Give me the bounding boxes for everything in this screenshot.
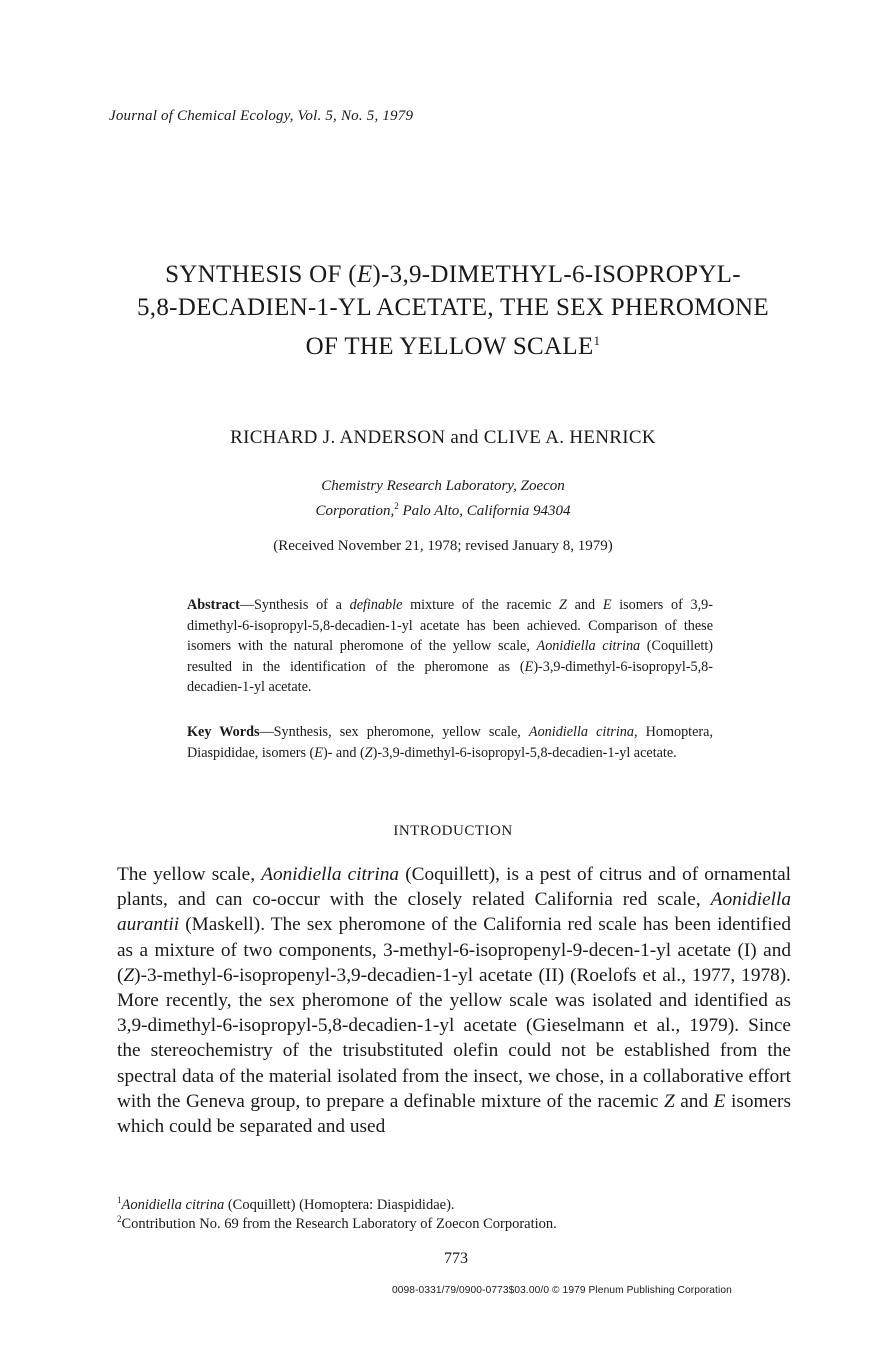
abstract-text: E: [524, 658, 534, 675]
body-text: Aonidiella aurantii: [117, 889, 791, 936]
footnote-marker: 2: [117, 1214, 122, 1224]
key-words: [187, 722, 713, 763]
body-paragraph: [117, 862, 791, 1139]
abstract-text: and: [566, 597, 603, 613]
key-words-text: )- and (: [322, 744, 365, 761]
affiliation-line-1: Chemistry Research Laboratory, Zoecon: [321, 478, 565, 494]
page-number: 773: [444, 1250, 468, 1267]
footnote-text: Contribution No. 69 from the Research Laboratory of Zoecon Corporation.: [121, 1216, 557, 1232]
abstract-label: Abstract: [187, 597, 240, 613]
key-words-text: Z: [364, 744, 373, 761]
footnote-1: [117, 1195, 791, 1214]
title-text: )-3,9-DIMETHYL-6-ISOPROPYL-: [372, 261, 741, 288]
footnote-marker: 2: [394, 501, 399, 511]
body-text: )-3-methyl-6-isopropenyl-3,9-decadien-1-yl acetate (II) (Roelofs et al., 1977, 1978). More recently, the sex pheromone of the yellow scale was isolated and identified as 3,9-dimethyl-6-isopropyl-5,8-decadien-1-yl acetate (Gieselmann et al., 1979). Since the stereochemistry of the trisubstituted olefin could not be established from the spectral data of the material isolated from the insect, we chose, in a collaborative effort with the Geneva group, to prepare a definable mixture of the racemic: [117, 964, 791, 1112]
body-text: The yellow scale,: [117, 864, 262, 885]
author-list: RICHARD J. ANDERSON and CLIVE A. HENRICK: [230, 427, 656, 448]
footnote-text: Aonidiella citrina: [121, 1197, 225, 1213]
body-text: isomers which could be separated and used: [117, 1090, 791, 1138]
section-heading: INTRODUCTION: [393, 823, 513, 839]
affiliation-text: Palo Alto, California 94304: [398, 503, 571, 519]
body-text: Aonidiella citrina: [261, 864, 400, 885]
abstract-text: Z: [559, 597, 567, 613]
key-words-text: —Synthesis, sex pheromone, yellow scale,: [259, 724, 529, 740]
body-text: Z: [663, 1090, 675, 1112]
abstract-text: mixture of the racemic: [402, 597, 560, 613]
abstract-text: Aonidiella citrina: [536, 638, 641, 655]
footnote-text: (Coquillett) (Homoptera: Diaspididae).: [224, 1197, 455, 1213]
footnote-marker: 1: [117, 1195, 122, 1205]
title-text: E: [356, 261, 373, 288]
affiliation: [0, 476, 886, 521]
abstract-text: (Coquillett) resulted in the identification of the pheromone as (: [187, 638, 714, 675]
abstract-text: E: [602, 597, 612, 613]
copyright-line: 0098-0331/79/0900-0773$03.00/0 © 1979 Plenum Publishing Corporation: [392, 1285, 732, 1296]
body-text: (Maskell). The sex pheromone of the California red scale has been identified as a mixture of two components, 3-methyl-6-isopropenyl-9-decen-1-yl acetate (I) and (: [117, 914, 791, 986]
title-line-3: OF THE YELLOW SCALE: [305, 333, 594, 360]
affiliation-text: Corporation,: [315, 503, 395, 519]
body-text: E: [713, 1090, 726, 1112]
article-title: [60, 258, 846, 363]
key-words-text: )-3,9-dimethyl-6-isopropyl-5,8-decadien-1-yl acetate.: [372, 744, 677, 761]
received-dates: (Received November 21, 1978; revised January 8, 1979): [273, 538, 613, 554]
title-text: SYNTHESIS OF (: [165, 261, 357, 288]
body-text: (Coquillett), is a pest of citrus and of ornamental plants, and can co-occur with the closely related California red scale,: [117, 864, 791, 911]
abstract: [187, 595, 713, 698]
title-line-2: 5,8-DECADIEN-1-YL ACETATE, THE SEX PHEROMONE: [137, 294, 769, 321]
abstract-text: definable: [349, 597, 403, 613]
journal-citation: Journal of Chemical Ecology, Vol. 5, No. 5, 1979: [109, 108, 414, 124]
abstract-text: —Synthesis of a: [239, 597, 350, 613]
key-words-label: Key Words: [187, 724, 260, 740]
body-text: and: [674, 1090, 714, 1112]
key-words-text: E: [314, 744, 323, 761]
key-words-text: Aonidiella citrina: [528, 724, 634, 740]
footnote-2: [117, 1214, 791, 1233]
abstract-text: isomers of 3,9-dimethyl-6-isopropyl-5,8-decadien-1-yl acetate has been achieved. Comparison of these isomers with the natural pheromone of the yellow scale,: [187, 597, 714, 655]
key-words-text: , Homoptera, Diaspididae, isomers (: [187, 724, 713, 761]
footnote-marker: 1: [593, 333, 601, 348]
abstract-text: )-3,9-dimethyl-6-isopropyl-5,8-decadien-1-yl acetate.: [187, 658, 713, 696]
body-text: Z: [123, 964, 135, 986]
